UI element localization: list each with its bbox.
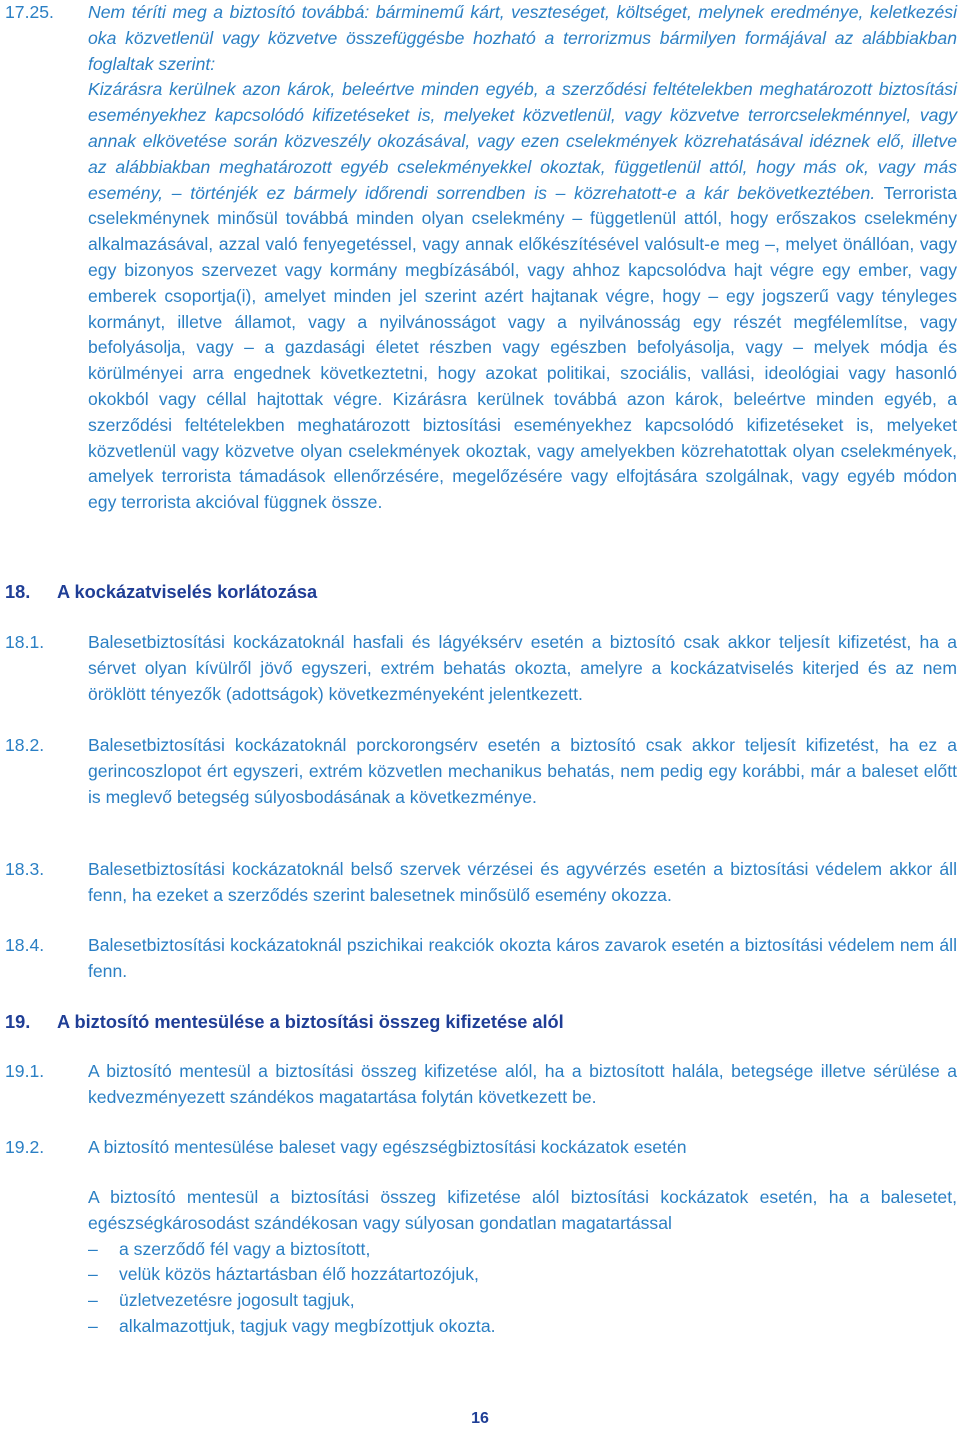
list-item-text: üzletvezetésre jogosult tagjuk, [119, 1290, 355, 1311]
heading-18 [5, 580, 317, 606]
list-item-text: alkalmazottjuk, tagjuk vagy megbízottjuk okozta. [119, 1315, 496, 1336]
section-19-1 [5, 1059, 957, 1111]
page-number: 16 [471, 1410, 489, 1427]
dash-marker: – [88, 1264, 98, 1285]
section-italic-text: Kizárásra kerülnek azon károk, beleértve minden egyéb, a szerződési feltételekben meghatározott biztosítási eseményekhez kapcsolódó kifizetéseket is, melyeket közvetlenül, vagy közvetve terrorcselekménnyel, vagy annak elkövetése során közveszély okozásával, vagy ezen cselekmények közrehatásával idéznek elő, illetve az alábbiakban meghatározott egyéb cselekményekkel okoztak, függetlenül attól, hogy más ok, vagy más esemény, – történjék ez bármely időrendi sorrendben is – közrehatott-e a kár bekövetkeztében. [88, 79, 957, 203]
heading-number: 19. [5, 1012, 31, 1032]
section-number: 19.1. [5, 1061, 45, 1081]
section-text: Balesetbiztosítási kockázatoknál belső szervek vérzései és agyvérzés esetén a biztosítási védelem akkor áll fenn, ha ezeket a szerződés szerint balesetnek minősülő esemény okozza. [88, 859, 957, 905]
section-text: Terrorista cselekménynek minősül továbbá minden olyan cselekmény – függetlenül attól, hogy erőszakos cselekmény alkalmazásával, azzal való fenyegetéssel, vagy annak előkészítésével valósult-e meg –, melyet önállóan, vagy egy bizonyos szervezet vagy kormány megbízásából, vagy ahhoz kapcsolódva hajt végre egy ember, vagy emberek csoportja(i), amelyet minden jel szerint azért hajtanak végre, hogy – egy jogszerű vagy tényleges kormányt, illetve államot, vagy a nyilvánosságot vagy a nyilvánosság egy részét megfélemlítse, vagy befolyásolja, vagy – a gazdasági életet részben vagy egészben befolyásolja, vagy – melyek módja és körülményei arra engednek következtetni, hogy azokat politikai, szociális, vallási, ideológiai vagy hasonló okokból vagy céllal hajtottak végre. Kizárásra kerülnek továbbá azon károk, beleértve minden egyéb, a szerződési feltételekben meghatározott biztosítási eseményekhez kapcsolódó kifizetéseket is, melyeket közvetlenül vagy közvetve olyan cselekmények okoztak, vagy amelyekben közrehatottak olyan cselekmények, amelyek terrorista támadások ellenőrzésére, megelőzésére vagy elfojtására szolgálnak, vagy egyéb módon egy terrorista akcióval függnek össze. [88, 182, 957, 513]
section-intro: Nem téríti meg a biztosító továbbá: bárminemű kárt, veszteséget, költséget, melynek eredménye, keletkezési oka közvetlenül vagy közvetve összefüggésbe hozható a terrorizmus bármilyen formájával az alábbiakban foglaltak szerint: [88, 2, 957, 74]
list-item [88, 1262, 957, 1288]
list-item-text: a szerződő fél vagy a biztosított, [119, 1238, 371, 1259]
section-18-4 [5, 933, 957, 985]
section-body [88, 1185, 957, 1340]
dash-list [88, 1237, 957, 1340]
section-text: Balesetbiztosítási kockázatoknál hasfali és lágyéksérv esetén a biztosító csak akkor teljesít kifizetést, ha a sérvet olyan kívülről jövő egyszeri, extrém behatás okozta, amelyre a kockázatviselés kiterjed és az nem öröklött tényezők (adottságok) következményeként jelentkezett. [88, 632, 957, 704]
section-body [88, 0, 957, 516]
section-18-2 [5, 733, 957, 810]
section-number: 18.3. [5, 859, 45, 879]
section-text: A biztosító mentesül a biztosítási összeg kifizetése alól biztosítási kockázatok esetén, ha a balesetet, egészségkárosodást szándékosan vagy súlyosan gondatlan magatartással [88, 1187, 957, 1233]
section-17-25 [5, 0, 957, 516]
section-subtitle: A biztosító mentesülése baleset vagy egészségbiztosítási kockázatok esetén [88, 1137, 687, 1157]
section-number: 17.25. [5, 2, 54, 22]
section-text: A biztosító mentesül a biztosítási összeg kifizetése alól, ha a biztosított halála, betegsége illetve sérülése a kedvezményezett szándékos magatartása folytán következett be. [88, 1061, 957, 1107]
section-number: 18.2. [5, 735, 45, 755]
dash-marker: – [88, 1315, 98, 1336]
section-19-2 [5, 1135, 957, 1161]
dash-marker: – [88, 1290, 98, 1311]
section-text: Balesetbiztosítási kockázatoknál pszichikai reakciók okozta káros zavarok esetén a biztosítási védelem nem áll fenn. [88, 935, 957, 981]
section-18-3 [5, 857, 957, 909]
dash-marker: – [88, 1238, 98, 1259]
list-item-text: velük közös háztartásban élő hozzátartozójuk, [119, 1264, 479, 1285]
section-number: 18.1. [5, 632, 45, 652]
heading-title: A kockázatviselés korlátozása [57, 582, 318, 602]
section-18-1 [5, 630, 957, 707]
section-19-2-body [5, 1185, 957, 1340]
heading-number: 18. [5, 582, 31, 602]
heading-title: A biztosító mentesülése a biztosítási összeg kifizetése alól [57, 1012, 564, 1032]
list-item [88, 1288, 957, 1314]
heading-19 [5, 1010, 564, 1036]
list-item [88, 1314, 957, 1340]
section-text: Balesetbiztosítási kockázatoknál porckorongsérv esetén a biztosító csak akkor teljesít kifizetést, ha ez a gerincoszlopot ért egyszeri, extrém közvetlen mechanikus behatás, nem pedig egy korábbi, már a baleset előtt is meglevő betegség súlyosbodásának a következménye. [88, 735, 957, 807]
section-number: 18.4. [5, 935, 45, 955]
list-item [88, 1237, 957, 1263]
section-number: 19.2. [5, 1137, 45, 1157]
